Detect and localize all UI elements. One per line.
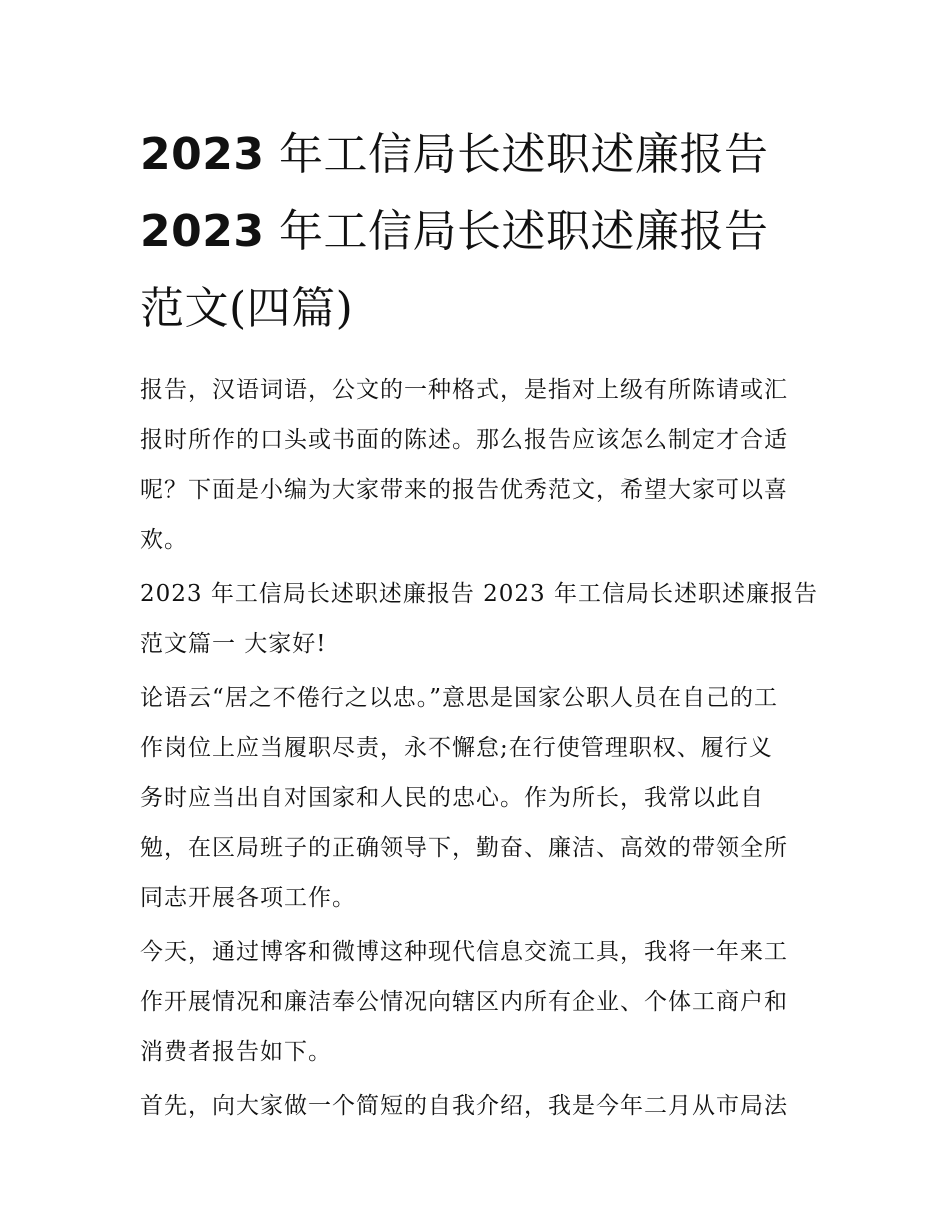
text-line: 务时应当出自对国家和人民的忠心。作为所长，我常以此自 — [140, 785, 764, 811]
text-line: 今天，通过博客和微博这种现代信息交流工具，我将一年来工 — [140, 939, 788, 965]
text-line: 论语云“居之不倦行之以忠。”意思是国家公职人员在自己的工 — [140, 685, 779, 711]
title-line — [140, 270, 812, 347]
document-title — [140, 116, 812, 347]
paragraph-section-heading — [140, 569, 818, 669]
text-line: 报时所作的口头或书面的陈述。那么报告应该怎么制定才合适 — [140, 427, 788, 453]
paragraph-intro — [140, 365, 812, 565]
paragraph-report — [140, 927, 812, 1077]
title-year: 2023 — [140, 206, 265, 257]
text-line: 作开展情况和廉洁奉公情况向辖区内所有企业、个体工商户和 — [140, 989, 788, 1015]
text-line: 2023 年工信局长述职述廉报告 2023 年工信局长述职述廉报告 — [140, 581, 818, 607]
text-line: 欢。 — [140, 527, 188, 553]
text-line: 范文篇一 大家好! — [140, 631, 327, 657]
title-year: 2023 — [140, 129, 265, 180]
title-text: 范文(四篇) — [140, 283, 354, 334]
text-line: 报告，汉语词语，公文的一种格式，是指对上级有所陈请或汇 — [140, 377, 788, 403]
text-line: 作岗位上应当履职尽责，永不懈怠;在行使管理职权、履行义 — [140, 735, 773, 761]
document-content — [140, 116, 818, 1135]
title-line — [140, 116, 812, 193]
text-line: 同志开展各项工作。 — [140, 885, 356, 911]
title-line — [140, 193, 812, 270]
paragraph-introduction — [140, 1081, 812, 1131]
text-line: 勉，在区局班子的正确领导下，勤奋、廉洁、高效的带领全所 — [140, 835, 788, 861]
title-text: 年工信局长述职述廉报告 — [264, 206, 769, 257]
paragraph-quote — [140, 673, 812, 923]
text-line: 首先，向大家做一个简短的自我介绍，我是今年二月从市局法 — [140, 1093, 788, 1119]
text-line: 呢？下面是小编为大家带来的报告优秀范文，希望大家可以喜 — [140, 477, 788, 503]
title-text: 年工信局长述职述廉报告 — [264, 129, 769, 180]
text-line: 消费者报告如下。 — [140, 1039, 332, 1065]
